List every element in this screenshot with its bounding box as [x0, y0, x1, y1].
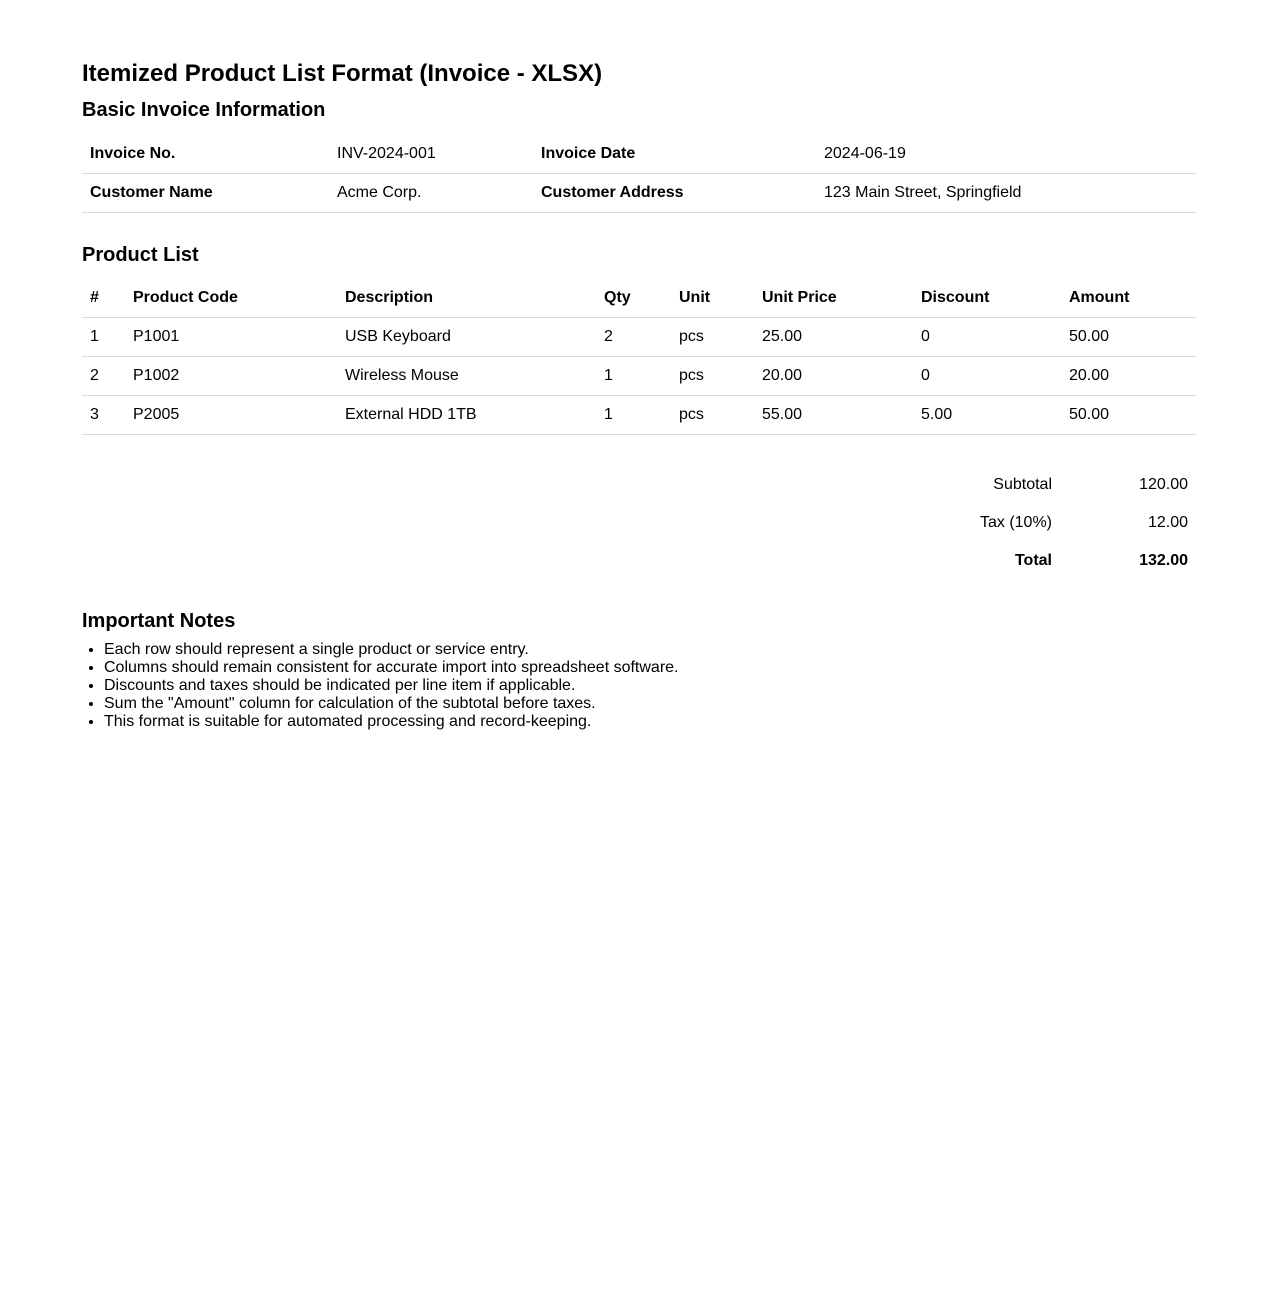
table-row [82, 318, 1196, 357]
product-code: P1002 [125, 357, 337, 396]
description: Wireless Mouse [337, 357, 596, 396]
column-header-qty: Qty [596, 279, 671, 318]
product-code: P1001 [125, 318, 337, 357]
unit-price: 25.00 [754, 318, 913, 357]
total-label: Total [1014, 552, 1052, 569]
column-header-amount: Amount [1061, 279, 1196, 318]
subtotal-value: 120.00 [1139, 476, 1188, 493]
notes-heading: Important Notes [82, 610, 236, 632]
qty: 1 [596, 396, 671, 435]
unit: pcs [671, 396, 754, 435]
product-code: P2005 [125, 396, 337, 435]
amount: 50.00 [1061, 318, 1196, 357]
info-row [82, 174, 1196, 213]
page-title: Itemized Product List Format (Invoice - XLSX) [82, 60, 603, 87]
list-item: • Columns should remain consistent for accurate import into spreadsheet software. [104, 659, 1196, 677]
subtotal-label: Subtotal [993, 476, 1052, 493]
totals-summary [82, 466, 1196, 580]
invoice-no-label: Invoice No. [82, 135, 329, 174]
product-list-heading: Product List [82, 244, 199, 266]
column-header-discount: Discount [913, 279, 1061, 318]
list-item: • Sum the "Amount" column for calculation of the subtotal before taxes. [104, 695, 1196, 713]
table-row [82, 396, 1196, 435]
column-header-description: Description [337, 279, 596, 318]
column-header-unit: Unit [671, 279, 754, 318]
info-row [82, 135, 1196, 174]
description: USB Keyboard [337, 318, 596, 357]
discount: 0 [913, 357, 1061, 396]
tax-value: 12.00 [1147, 514, 1188, 531]
amount: 20.00 [1061, 357, 1196, 396]
unit-price: 20.00 [754, 357, 913, 396]
notes-list [82, 641, 1196, 731]
list-item: • Each row should represent a single product or service entry. [104, 641, 1196, 659]
product-table-header [82, 279, 1196, 318]
product-table [82, 279, 1196, 435]
customer-name-value: Acme Corp. [329, 174, 533, 213]
list-item: • Discounts and taxes should be indicated per line item if applicable. [104, 677, 1196, 695]
column-header-number: # [82, 279, 125, 318]
total-row [82, 542, 1196, 580]
subtotal-row [82, 466, 1196, 504]
list-item: • This format is suitable for automated processing and record-keeping. [104, 713, 1196, 731]
description: External HDD 1TB [337, 396, 596, 435]
unit: pcs [671, 318, 754, 357]
unit-price: 55.00 [754, 396, 913, 435]
qty: 1 [596, 357, 671, 396]
invoice-date-label: Invoice Date [533, 135, 816, 174]
discount: 5.00 [913, 396, 1061, 435]
customer-address-label: Customer Address [533, 174, 816, 213]
column-header-product-code: Product Code [125, 279, 337, 318]
basic-info-table [82, 135, 1196, 213]
invoice-date-value: 2024-06-19 [816, 135, 1196, 174]
unit: pcs [671, 357, 754, 396]
tax-row [82, 504, 1196, 542]
tax-label: Tax (10%) [979, 514, 1052, 531]
column-header-unit-price: Unit Price [754, 279, 913, 318]
row-number: 1 [82, 318, 125, 357]
total-value: 132.00 [1139, 552, 1188, 569]
basic-info-heading: Basic Invoice Information [82, 99, 326, 121]
amount: 50.00 [1061, 396, 1196, 435]
row-number: 2 [82, 357, 125, 396]
invoice-no-value: INV-2024-001 [329, 135, 533, 174]
row-number: 3 [82, 396, 125, 435]
discount: 0 [913, 318, 1061, 357]
qty: 2 [596, 318, 671, 357]
invoice-document [82, 58, 1196, 731]
customer-name-label: Customer Name [82, 174, 329, 213]
table-row [82, 357, 1196, 396]
customer-address-value: 123 Main Street, Springfield [816, 174, 1196, 213]
